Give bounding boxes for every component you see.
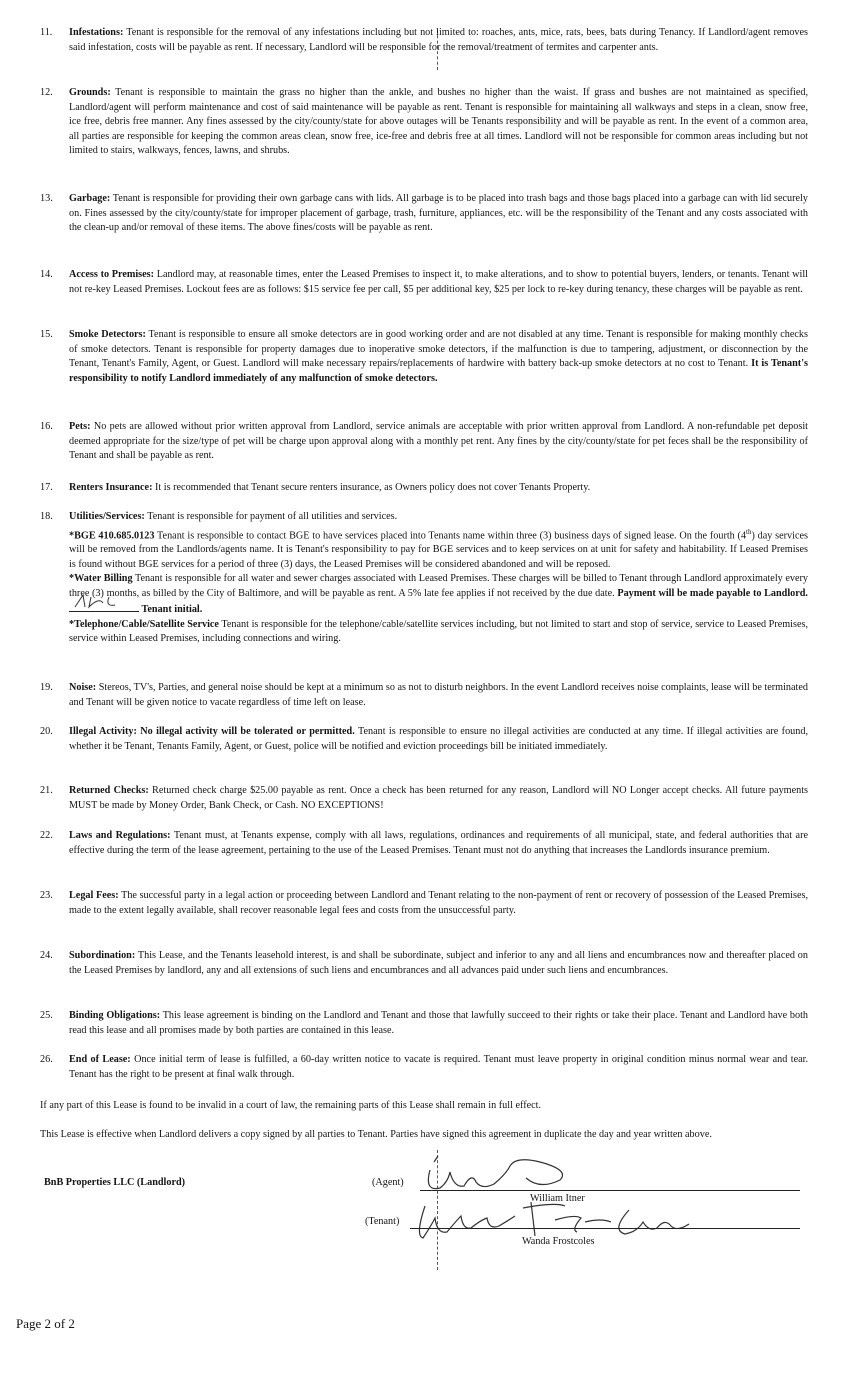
clause-title: Binding Obligations: — [69, 1010, 161, 1021]
clause-text: Tenant is responsible to ensure no illegal activities are conducted at any time. If illegal activities are found, whether it be Tenant, Tenants Family, Agent, or Guest, police will be notified and eviction proceedings bill be initiated immediately. — [69, 726, 808, 752]
clause-title: Subordination: — [69, 950, 136, 961]
bge-label: *BGE 410.685.0123 — [69, 529, 155, 541]
clause-text: No pets are allowed without prior written approval from Landlord, service animals are acceptable with prior written approval from Landlord. A non-refundable pet deposit deemed appropriate for the size/type of pet will be charge upon approval along with a monthly pet rent. Any fines by the city/county/state for pet feces shall be the responsibility of Tenant and shall be payable as rent. — [69, 421, 808, 461]
clause-25 — [40, 1009, 808, 1038]
clause-18 — [40, 510, 808, 647]
bge-text-continued: ) day services will be removed from the Landlords/agents name. It is Tenant's responsibility to pay for BGE services and to keep services on at unit for safety and habitability. If Leased Premises is found without BGE services for a period of three (3) days, the Leased Premises will be considered abandoned and will be reposed. — [69, 529, 808, 570]
clause-text: Tenant is responsible for providing their own garbage cans with lids. All garbage is to be placed into trash bags and those bags placed into a garbage can with lid securely on. Fines assessed by the city/county/state for improper placement of garbage, trash, furniture, appliances, etc. will be the responsibility of the Tenant and any costs associated with the clean-up and/or removal of these items. The above fines/costs will be payable as rent. — [69, 193, 808, 233]
clause-number: 12. — [40, 87, 53, 98]
clause-number: 19. — [40, 682, 53, 693]
agent-printed-name: William Itner — [530, 1193, 585, 1204]
clause-24 — [40, 949, 808, 978]
clause-number: 26. — [40, 1054, 53, 1065]
clause-number: 23. — [40, 890, 53, 901]
tenant-signature-icon — [405, 1196, 705, 1240]
agent-signature-line — [420, 1190, 800, 1191]
clause-title: Pets: — [69, 421, 91, 432]
page-number: Page 2 of 2 — [16, 1316, 75, 1331]
clause-15 — [40, 328, 808, 386]
clause-text: Returned check charge $25.00 payable as rent. Once a check has been returned for any reason, Landlord will NO Longer accept checks. All future payments MUST be made by Money Order, Bank Check, or Cash. NO EXCEPTIONS! — [69, 785, 808, 811]
clause-title: Laws and Regulations: — [69, 830, 171, 841]
clause-text: Once initial term of lease is fulfilled, a 60-day written notice to vacate is required. Tenant must leave property in original condition minus normal wear and tear. Tenant has the right to be present at final walk through. — [69, 1054, 808, 1080]
bge-text: Tenant is responsible to contact BGE to have services placed into Tenants name within three (3) business days of signed lease. On the fourth (4 — [154, 529, 747, 541]
water-label: *Water Billing — [69, 573, 133, 585]
clause-text: It is recommended that Tenant secure renters insurance, as Owners policy does not cover Tenants Property. — [152, 482, 591, 493]
clause-26 — [40, 1053, 808, 1082]
tenant-initials-mark — [69, 601, 139, 612]
utilities-phone — [69, 618, 808, 647]
clause-text: Tenant is responsible for the removal of any infestations including but not limited to: roaches, ants, mice, rats, bees, bats during Tenancy. If Landlord/agent removes said infestation, costs will be payable as rent. If necessary, Landlord will be responsible for the removal/treatment of termites and carpenter ants. — [69, 27, 808, 53]
clause-number: 15. — [40, 329, 53, 340]
clause-number: 25. — [40, 1010, 53, 1021]
tenant-signature-line — [410, 1228, 800, 1229]
clause-title: Garbage: — [69, 193, 111, 204]
clause-number: 22. — [40, 830, 53, 841]
clause-number: 14. — [40, 269, 53, 280]
agent-signature-icon — [420, 1152, 600, 1194]
utilities-water — [69, 572, 808, 618]
tenant-label: (Tenant) — [365, 1216, 400, 1227]
clause-21 — [40, 784, 808, 813]
clause-text: The successful party in a legal action or proceeding between Landlord and Tenant relating to the non-payment of rent or recovery of possession of the Leased Premises, made to the extent legally available, shall recover reasonable legal fees and costs from the unsuccessful party. — [69, 890, 808, 916]
clause-number: 24. — [40, 950, 53, 961]
clause-number: 13. — [40, 193, 53, 204]
tenant-initial-label: Tenant initial. — [141, 604, 203, 616]
clause-text: Tenant is responsible for payment of all utilities and services. — [144, 511, 398, 522]
utilities-bge — [69, 525, 808, 573]
clause-number: 16. — [40, 421, 53, 432]
clause-text: Stereos, TV's, Parties, and general noise should be kept at a minimum so as not to disturb neighbors. In the event Landlord receives noise complaints, lease will be terminated and Tenant will be given notice to vacate regardless of time left on lease. — [69, 682, 808, 708]
bge-superscript: th — [746, 527, 752, 536]
clause-text: Landlord may, at reasonable times, enter the Leased Premises to inspect it, to make alterations, and to show to potential buyers, lenders, or tenants. Tenant will not re-key Leased Premises. Lockout fees are as follows: $15 service fee per call, $5 per additional key, $25 per lock to re-key during tenancy, these charges will be payable as rent. — [69, 269, 808, 295]
clause-title: Noise: — [69, 682, 97, 693]
clause-number: 18. — [40, 511, 53, 522]
clause-16 — [40, 420, 808, 464]
clause-number: 20. — [40, 726, 53, 737]
clause-20 — [40, 725, 808, 754]
clause-23 — [40, 889, 808, 918]
clause-number: 17. — [40, 482, 53, 493]
clause-title: Returned Checks: — [69, 785, 149, 796]
clause-text: This lease agreement is binding on the Landlord and Tenant and those that lawfully succeed to their rights or take their place. Tenant and Landlord have both read this lease and all promises made by both parties are contained in this lease. — [69, 1010, 809, 1036]
initials-signature-icon — [69, 593, 139, 611]
phone-label: *Telephone/Cable/Satellite Service — [69, 618, 219, 630]
clause-text: Tenant is responsible to ensure all smoke detectors are in good working order and are not disabled at any time. Tenant is responsible for making monthly checks of smoke detectors. Tenant is responsible for property damages due to inoperative smoke detectors, if the malfunction is due to tampering, adjustment, or disconnection by the Tenant, Tenant's Family, Agent, or Guest. Landlord will make necessary repairs/replacements of hardwire with battery back-up smoke detectors at no cost to Tenant. — [69, 329, 808, 369]
clause-title: Smoke Detectors: — [69, 329, 146, 340]
clause-text: Tenant must, at Tenants expense, comply with all laws, regulations, ordinances and requirements of all municipal, state, and federal authorities that are effective during the term of the lease agreement, pertaining to the use of the Leased Premises. Tenant must not do anything that increases the Landlords insurance premium. — [69, 830, 808, 856]
effective-clause: This Lease is effective when Landlord delivers a copy signed by all parties to Tenant. Parties have signed this agreement in duplicate the day and year written above. — [40, 1129, 712, 1140]
clause-title: Access to Premises: — [69, 269, 155, 280]
water-text: Tenant is responsible for all water and sewer charges associated with Leased Premises. These charges will be billed to Tenant through Landlord approximately every three (3) months, as billed by the City of Baltimore, and will be payable as rent. A 5% late fee applies if not received by the due date. — [69, 573, 808, 599]
clause-number: 11. — [40, 27, 53, 38]
water-payment-note: Payment will be made payable to Landlord. — [617, 587, 808, 599]
clause-12 — [40, 86, 808, 159]
clause-bold-text: No illegal activity will be tolerated or permitted. — [136, 726, 355, 737]
clause-13 — [40, 192, 808, 236]
clause-11 — [40, 26, 808, 55]
clause-title: Grounds: — [69, 87, 111, 98]
clause-title: Infestations: — [69, 27, 124, 38]
clause-title: End of Lease: — [69, 1054, 131, 1065]
clause-title: Legal Fees: — [69, 890, 119, 901]
clause-text: Tenant is responsible to maintain the grass no higher than the ankle, and bushes no higher than the waist. If grass and bushes are not maintained as specified, Landlord/agent will perform maintenance and cost of said maintenance will be payable as rent. Tenant is responsible for maintaining all walkways and steps in a clean, snow free, ice free, debris free manner. Any fines assessed by the city/county/state for above outages will be Tenants responsibility and will be payable as rent. In the event of a common area, all parties are responsible for keeping the common areas clean, snow free, ice-free and debris free at all times. Landlord will not be responsible for common areas including but not limited to stairs, walkways, fences, lawns, and shrubs. — [69, 87, 808, 156]
clause-title: Illegal Activity: — [69, 726, 137, 737]
clause-bold-text: It is Tenant's responsibility to notify Landlord immediately of any malfunction of smoke detectors. — [69, 358, 808, 384]
clause-title: Utilities/Services: — [69, 511, 145, 522]
tenant-printed-name: Wanda Frostcoles — [522, 1236, 595, 1247]
clause-17 — [40, 481, 808, 496]
agent-label: (Agent) — [372, 1177, 404, 1188]
clause-22 — [40, 829, 808, 858]
clause-title: Renters Insurance: — [69, 482, 153, 493]
landlord-name: BnB Properties LLC (Landlord) — [44, 1177, 186, 1188]
clause-number: 21. — [40, 785, 53, 796]
severability-clause: If any part of this Lease is found to be invalid in a court of law, the remaining parts of this Lease shall remain in full effect. — [40, 1100, 542, 1111]
clause-19 — [40, 681, 808, 710]
clause-14 — [40, 268, 808, 297]
clause-text: This Lease, and the Tenants leasehold interest, is and shall be subordinate, subject and inferior to any and all liens and encumbrances now and thereafter placed on the Leased Premises by landlord, any and all extensions of such liens and encumbrances and all advances paid under such liens and encumbrances. — [69, 950, 808, 976]
phone-text: Tenant is responsible for the telephone/cable/satellite services including, but not limited to start and stop of service, service to Leased Premises, service within Leased Premises, including connections and wiring. — [69, 618, 809, 645]
